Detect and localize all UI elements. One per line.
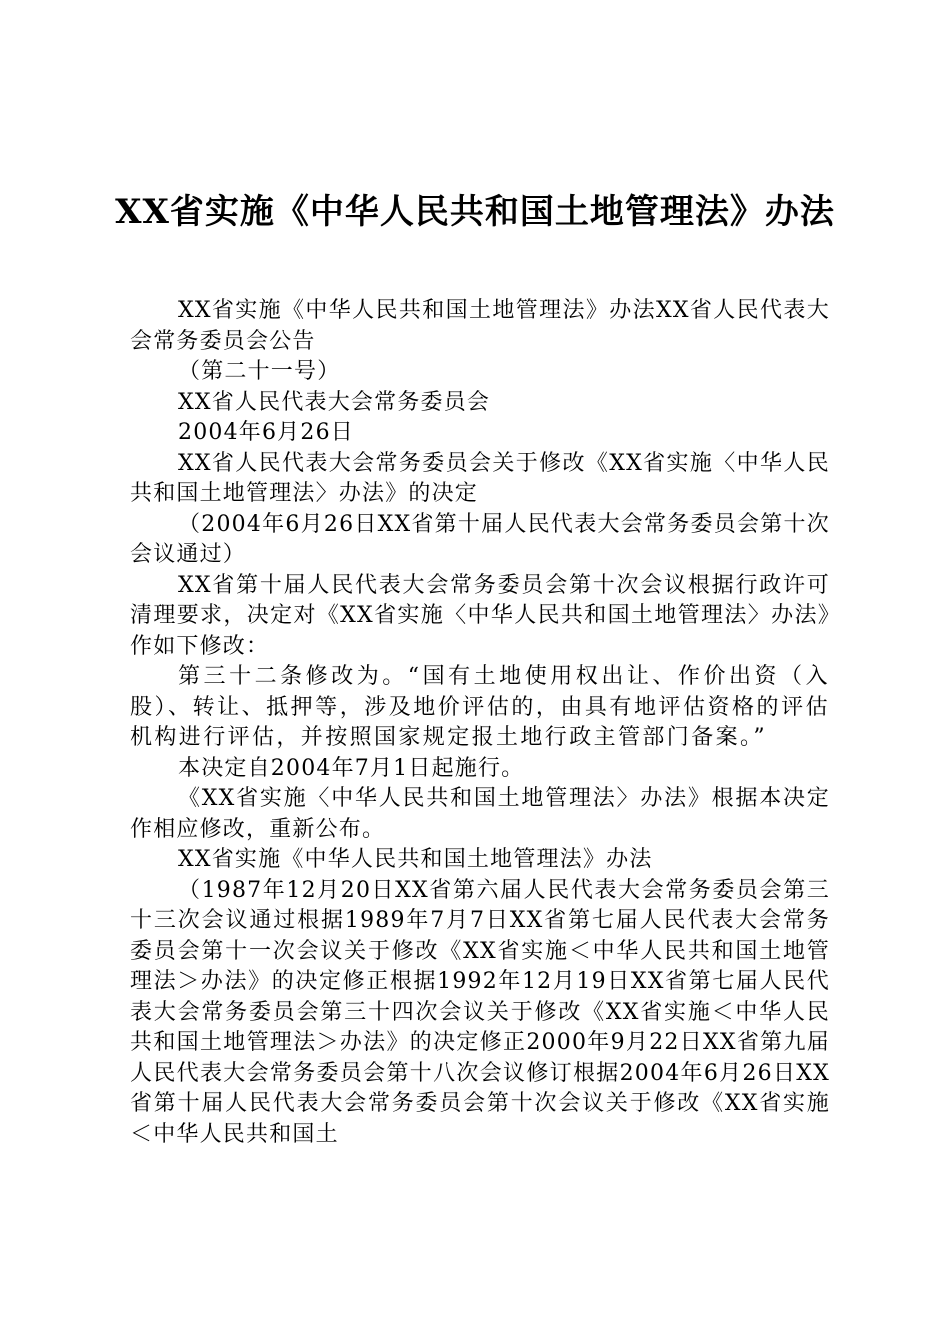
paragraph-republish: 《XX省实施〈中华人民共和国土地管理法〉办法》根据本决定作相应修改，重新公布。 [130, 786, 830, 842]
paragraph-article-32: 第三十二条修改为。“国有土地使用权出让、作价出资（入股）、转让、抵押等，涉及地价评估的，由具有地评估资格的评估机构进行评估，并按照国家规定报土地行政主管部门备案。” [130, 664, 830, 750]
paragraph-effective-date: 本决定自2004年7月1日起施行。 [178, 755, 525, 781]
paragraph-announcement-number: （第二十一号） [178, 359, 341, 384]
paragraph-decision-body: XX省第十届人民代表大会常务委员会第十次会议根据行政许可清理要求，决定对《XX省实施〈中华人民共和国土地管理法〉办法》作如下修改： [130, 572, 830, 659]
paragraph-law-title: XX省实施《中华人民共和国土地管理法》办法 [178, 847, 653, 872]
paragraph-issuer: XX省人民代表大会常务委员会 [178, 389, 491, 415]
paragraph-date: 2004年6月26日 [178, 420, 354, 445]
document-body [130, 296, 830, 1150]
paragraph-history-note: （1987年12月20日XX省第六届人民代表大会常务委员会第三十三次会议通过根据1989年7月7日XX省第七届人民代表大会常务委员会第十一次会议关于修改《XX省实施＜中华人民共和国土地管理法＞办法》的决定修正根据1992年12月19日XX省第七届人民代表大会常务委员会第三十四次会议关于修改《XX省实施＜中华人民共和国土地管理法＞办法》的决定修正2000年9月22日XX省第九届人民代表大会常务委员会第十八次会议修订根据2004年6月26日XX省第十届人民代表大会常务委员会第十次会议关于修改《XX省实施＜中华人民共和国土 [130, 877, 830, 1147]
document-title: XX省实施《中华人民共和国土地管理法》办法 [115, 192, 835, 232]
paragraph-decision-title: XX省人民代表大会常务委员会关于修改《XX省实施〈中华人民共和国土地管理法〉办法》的决定 [130, 450, 830, 506]
paragraph-announcement-heading: XX省实施《中华人民共和国土地管理法》办法XX省人民代表大会常务委员会公告 [130, 298, 830, 354]
paragraph-adoption-note: （2004年6月26日XX省第十届人民代表大会常务委员会第十次会议通过） [130, 511, 830, 567]
